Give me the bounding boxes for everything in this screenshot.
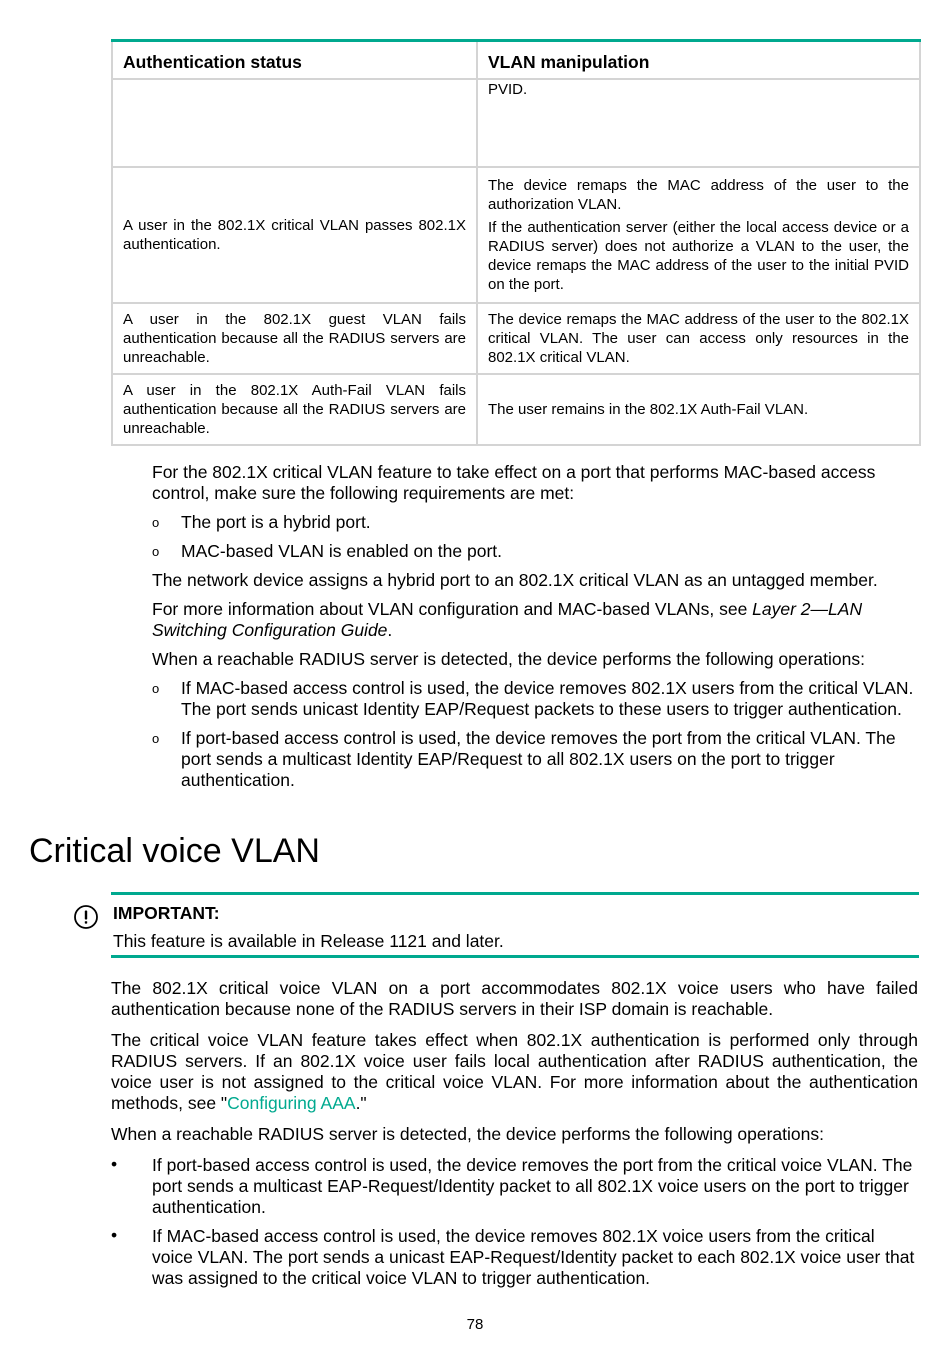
list-item <box>152 512 918 533</box>
voice-vlan-description: The 802.1X critical voice VLAN on a port accommodates 802.1X voice users who have failed authentication because none of the RADIUS servers in their ISP domain is reachable. <box>111 978 918 1019</box>
critical-vlan-requirements <box>152 462 918 799</box>
cell-status: A user in the 802.1X critical VLAN passes 802.1X authentication. <box>112 167 477 303</box>
circle-bullet-icon: o <box>152 544 160 559</box>
operations-list <box>152 678 918 791</box>
voice-operations-list <box>111 1155 918 1289</box>
table-row <box>112 303 920 374</box>
voice-vlan-conditions <box>111 1030 918 1114</box>
list-item-text: If port-based access control is used, the device removes the port from the critical VLAN. The port sends a multicast Identity EAP/Request to all 802.1X users on the port to trigger authentication. <box>181 728 896 790</box>
list-item-text: MAC-based VLAN is enabled on the port. <box>181 541 503 561</box>
list-item <box>152 678 918 720</box>
cell-manipulation <box>477 303 920 374</box>
list-item-text: The port is a hybrid port. <box>181 512 371 532</box>
circle-bullet-icon: o <box>152 515 160 530</box>
table-header-row <box>112 41 920 80</box>
more-info-end: . <box>387 620 393 640</box>
conditions-end: ." <box>355 1093 367 1113</box>
bullet-icon: • <box>111 1154 118 1174</box>
cell-manipulation <box>477 374 920 445</box>
list-item <box>111 1155 918 1218</box>
section-heading: Critical voice VLAN <box>29 832 320 870</box>
header-vlan-manipulation: VLAN manipulation <box>477 41 920 80</box>
list-item <box>111 1226 918 1289</box>
untagged-member-note: The network device assigns a hybrid port to an 802.1X critical VLAN as an untagged member. <box>152 570 878 590</box>
important-text: This feature is available in Release 1121 and later. <box>113 931 504 951</box>
requirements-intro: For the 802.1X critical VLAN feature to take effect on a port that performs MAC-based access control, make sure the following requirements are met: <box>152 462 876 503</box>
list-item-text: If MAC-based access control is used, the device removes 802.1X users from the critical VLAN. The port sends unicast Identity EAP/Request packets to these users to trigger authentication. <box>181 678 914 719</box>
cell-text: The device remaps the MAC address of the user to the authorization VLAN. <box>488 177 909 213</box>
cell-manipulation <box>477 79 920 167</box>
header-authentication-status: Authentication status <box>112 41 477 80</box>
table-row <box>112 374 920 445</box>
exclamation-circle-icon <box>73 904 99 930</box>
reachable-server-intro: When a reachable RADIUS server is detected, the device performs the following operations: <box>152 649 865 669</box>
cell-text: If the authentication server (either the local access device or a RADIUS server) does not authorize a VLAN to the user, the device remaps the MAC address of the user to the initial PVID on the port. <box>488 219 909 293</box>
table-row <box>112 79 920 167</box>
cell-manipulation <box>477 167 920 303</box>
important-title: IMPORTANT: <box>113 903 220 923</box>
circle-bullet-icon: o <box>152 681 160 696</box>
requirements-list <box>152 512 918 562</box>
list-item-text: If port-based access control is used, the device removes the port from the critical voice VLAN. The port sends a multicast EAP-Request/Identity packet to all 802.1X voice users on the port to trigger authentication. <box>152 1155 913 1217</box>
cell-text: PVID. <box>488 81 528 98</box>
reachable-server-intro: When a reachable RADIUS server is detected, the device performs the following operations: <box>111 1124 824 1144</box>
conditions-text: The critical voice VLAN feature takes effect when 802.1X authentication is performed only through RADIUS servers. If an 802.1X voice user fails local authentication after RADIUS authentication, the voice user is not assigned to the critical voice VLAN. For more information about the authentication methods, see " <box>111 1030 918 1113</box>
critical-voice-vlan-body <box>111 978 918 1297</box>
more-info-text: For more information about VLAN configuration and MAC-based VLANs, see <box>152 599 753 619</box>
page-number: 78 <box>466 1316 484 1333</box>
table-row <box>112 167 920 303</box>
more-info-paragraph <box>152 599 918 641</box>
cell-status <box>112 79 477 167</box>
list-item-text: If MAC-based access control is used, the device removes 802.1X voice users from the critical voice VLAN. The port sends a unicast EAP-Request/Identity packet to each 802.1X voice user that was assigned to the critical voice VLAN to trigger authentication. <box>152 1226 915 1288</box>
cell-status: A user in the 802.1X Auth-Fail VLAN fails authentication because all the RADIUS servers are unreachable. <box>112 374 477 445</box>
guide-reference: Layer 2—LAN Switching Configuration Guide <box>152 599 863 640</box>
configuring-aaa-link[interactable]: Configuring AAA <box>227 1093 356 1113</box>
cell-text: The device remaps the MAC address of the user to the 802.1X critical VLAN. The user can access only resources in the 802.1X critical VLAN. <box>488 311 909 366</box>
circle-bullet-icon: o <box>152 731 160 746</box>
list-item <box>152 728 918 791</box>
cell-text: The user remains in the 802.1X Auth-Fail VLAN. <box>488 401 809 418</box>
list-item <box>152 541 918 562</box>
vlan-manipulation-table <box>111 39 921 446</box>
important-note <box>111 892 919 958</box>
bullet-icon: • <box>111 1225 118 1245</box>
cell-status: A user in the 802.1X guest VLAN fails authentication because all the RADIUS servers are unreachable. <box>112 303 477 374</box>
